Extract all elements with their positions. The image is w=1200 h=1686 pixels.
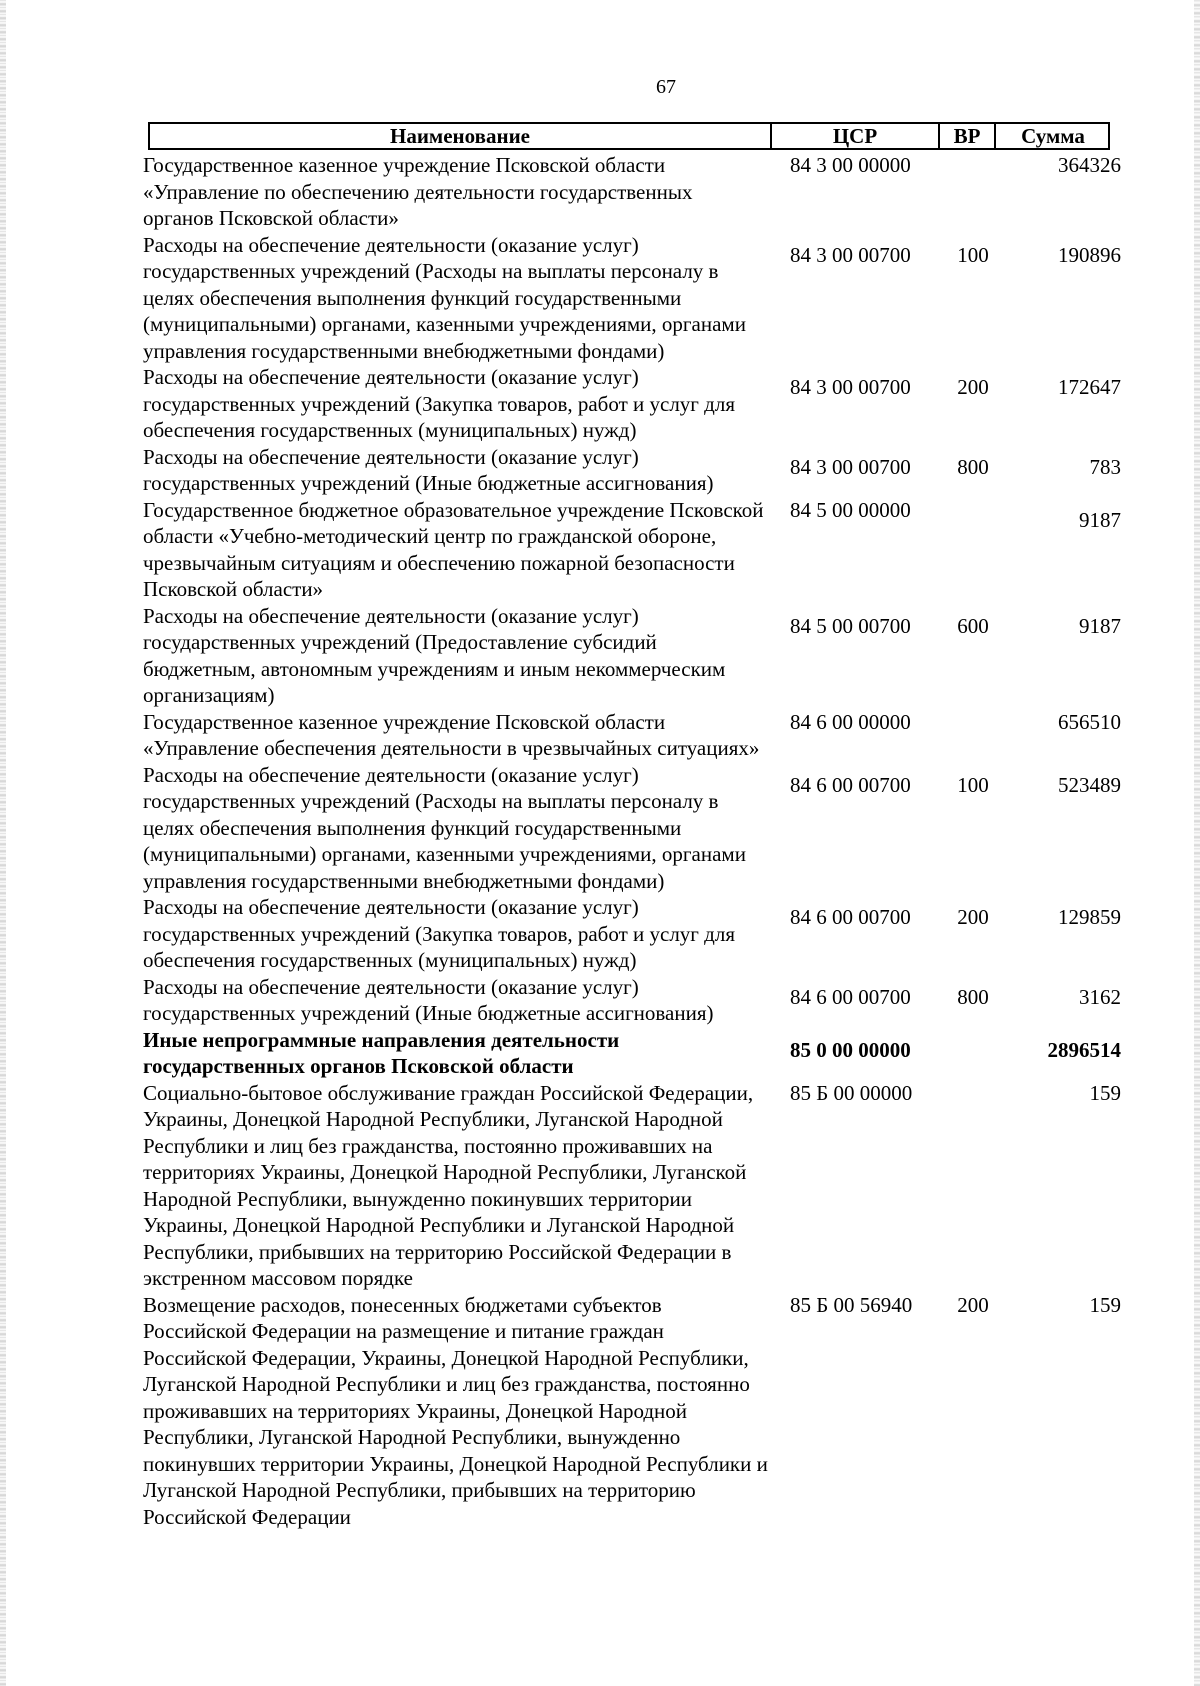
row-vr: 800 — [957, 454, 989, 479]
scan-edge-right — [1194, 0, 1200, 1686]
row-csr: 85 0 00 00000 — [790, 1037, 911, 1062]
table-row — [143, 232, 1123, 365]
table-row — [143, 974, 1123, 1027]
row-vr: 600 — [957, 613, 989, 638]
table-row — [143, 497, 1123, 603]
row-name: Возмещение расходов, понесенных бюджетами субъектов Российской Федерации на размещение и питание граждан Российской Федерации, Украины, Донецкой Народной Республики, Луганской Народной Республики и лиц без гражданства, постоянно проживавших на территориях Украины, Донецкой Народной Республики, Луганской Народной Республики, вынужденно покинувших территории Украины, Донецкой Народной Республики и Луганской Народной Республики, прибывших на территорию Российской Федерации — [143, 1292, 768, 1529]
header-sum: Сумма — [1021, 124, 1085, 148]
row-name: Государственное казенное учреждение Псковской области «Управление по обеспечению деятельности государственных органов Псковской области» — [143, 153, 693, 230]
row-name: Расходы на обеспечение деятельности (оказание услуг) государственных учреждений (Закупка товаров, работ и услуг для обеспечения государственных (муниципальных) нужд) — [143, 365, 735, 442]
row-vr: 800 — [957, 984, 989, 1009]
row-csr: 84 6 00 00700 — [790, 905, 911, 929]
table-row — [143, 709, 1123, 762]
row-csr: 84 6 00 00700 — [790, 772, 911, 797]
header-csr: ЦСР — [832, 124, 878, 148]
row-csr: 84 5 00 00000 — [790, 497, 911, 522]
table-row — [143, 762, 1123, 895]
row-sum: 9187 — [1079, 613, 1121, 638]
row-sum: 523489 — [1058, 772, 1121, 797]
row-name: Расходы на обеспечение деятельности (оказание услуг) государственных учреждений (Иные бюджетные ассигнования) — [143, 974, 714, 1025]
row-vr: 200 — [957, 905, 989, 929]
row-csr: 84 5 00 00700 — [790, 613, 911, 638]
row-vr: 200 — [957, 1292, 989, 1317]
row-sum: 783 — [1089, 454, 1121, 479]
scan-edge-left — [0, 0, 6, 1686]
row-name: Социально-бытовое обслуживание граждан Российской Федерации, Украины, Донецкой Народной Республики, Луганской Народной Республики и лиц без гражданства, постоянно проживавших на территориях Украины, Донецкой Народной Республики, Луганской Народной Республики, вынужденно покинувших территории Украины, Донецкой Народной Республики и Луганской Народной Республики, прибывших на территорию Российской Федерации в экстренном массовом порядке — [143, 1080, 754, 1290]
row-name: Государственное бюджетное образовательное учреждение Псковской области «Учебно-методический центр по гражданской обороне, чрезвычайным ситуациям и обеспечению пожарной безопасности Псковской области» — [143, 497, 764, 601]
row-csr: 84 3 00 00700 — [790, 375, 911, 399]
row-vr: 100 — [957, 242, 989, 267]
row-sum: 190896 — [1058, 242, 1121, 267]
row-name: Иные непрограммные направления деятельности государственных органов Псковской области — [143, 1027, 620, 1078]
table-body — [143, 152, 1123, 1530]
table-row-section — [143, 1027, 1123, 1080]
row-name: Расходы на обеспечение деятельности (оказание услуг) государственных учреждений (Иные бюджетные ассигнования) — [143, 444, 714, 495]
row-csr: 84 3 00 00700 — [790, 242, 911, 267]
row-name: Государственное казенное учреждение Псковской области «Управление обеспечения деятельности в чрезвычайных ситуациях» — [143, 709, 760, 760]
row-sum: 172647 — [1058, 375, 1121, 399]
header-name: Наименование — [390, 124, 530, 148]
row-sum: 2896514 — [1047, 1037, 1121, 1062]
table-row — [143, 603, 1123, 709]
table-row — [143, 364, 1123, 444]
row-sum: 159 — [1089, 1080, 1121, 1105]
row-name: Расходы на обеспечение деятельности (оказание услуг) государственных учреждений (Расходы на выплаты персоналу в целях обеспечения выполнения функций государственными (муниципальными) органами, казенными учреждениями, органами управления государственными внебюджетными фондами) — [143, 762, 746, 893]
row-csr: 84 3 00 00000 — [790, 153, 911, 177]
row-name: Расходы на обеспечение деятельности (оказание услуг) государственных учреждений (Расходы на выплаты персоналу в целях обеспечения выполнения функций государственными (муниципальными) органами, казенными учреждениями, органами управления государственными внебюджетными фондами) — [143, 232, 746, 363]
table-row — [143, 444, 1123, 497]
row-csr: 85 Б 00 00000 — [790, 1080, 913, 1105]
row-csr: 84 6 00 00700 — [790, 984, 911, 1009]
row-name: Расходы на обеспечение деятельности (оказание услуг) государственных учреждений (Закупка товаров, работ и услуг для обеспечения государственных (муниципальных) нужд) — [143, 895, 735, 972]
row-sum: 3162 — [1079, 984, 1121, 1009]
row-vr: 200 — [957, 375, 989, 399]
row-csr: 85 Б 00 56940 — [790, 1292, 913, 1317]
row-name: Расходы на обеспечение деятельности (оказание услуг) государственных учреждений (Предоставление субсидий бюджетным, автономным учреждениям и иным некоммерческим организациям) — [143, 603, 726, 707]
table-row — [143, 1292, 1123, 1531]
row-sum: 159 — [1089, 1292, 1121, 1317]
table-header — [148, 122, 1110, 150]
row-csr: 84 6 00 00000 — [790, 709, 911, 734]
table-row — [143, 894, 1123, 974]
header-vr: ВР — [953, 124, 981, 148]
row-sum: 656510 — [1058, 709, 1121, 734]
table-row — [143, 1080, 1123, 1292]
row-sum: 9187 — [1079, 507, 1121, 532]
table-row — [143, 152, 1123, 232]
row-sum: 364326 — [1058, 153, 1121, 177]
row-sum: 129859 — [1058, 905, 1121, 929]
row-vr: 100 — [957, 772, 989, 797]
row-csr: 84 3 00 00700 — [790, 454, 911, 479]
page-number: 67 — [656, 76, 676, 98]
